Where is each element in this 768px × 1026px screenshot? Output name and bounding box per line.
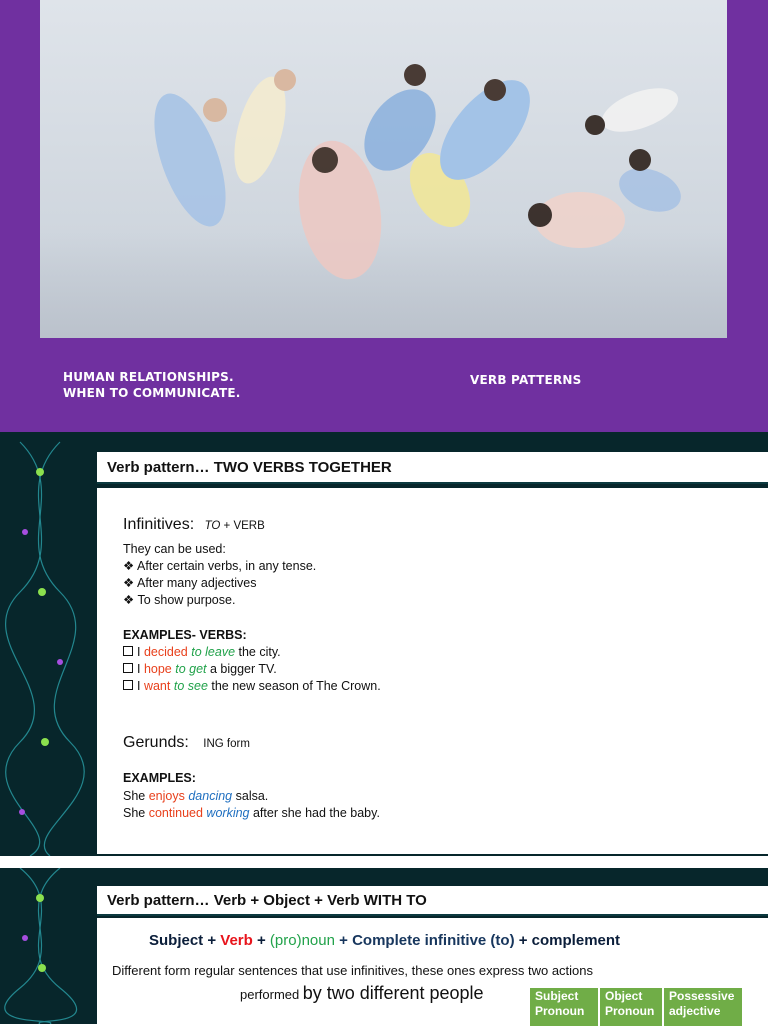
dna-decoration-icon [0,868,97,1024]
gerund-examples-list [123,788,380,822]
list-item: I want to see the new season of The Crown. [123,678,381,695]
list-item: I decided to leave the city. [123,644,381,661]
table-header-object-pronoun: Object Pronoun [600,988,664,1026]
gerunds-label: Gerunds: [123,734,189,751]
checkbox-bullet-icon [123,680,133,690]
description-line-2: performed by two different people [240,983,484,1003]
checkbox-bullet-icon [123,646,133,656]
slide-title-bar [97,452,768,484]
diamond-bullet-icon: ❖ [123,593,138,607]
list-item: I hope to get a bigger TV. [123,661,381,678]
examples-verbs-label: EXAMPLES- VERBS: [123,628,247,642]
slide-title: Verb pattern… TWO VERBS TOGETHER [107,459,392,476]
table-header-possessive-adjective: Possessive adjective [664,988,742,1026]
pronoun-table [530,988,742,1026]
infinitives-label: Infinitives: [123,516,195,533]
list-item: ❖ After many adjectives [123,576,257,590]
pattern-formula: Subject + Verb + (pro)noun + Complete infinitive (to) + complement [149,932,621,949]
title-slide [0,0,768,432]
table-header-subject-pronoun: Subject Pronoun [530,988,600,1026]
dancers-figures [40,0,727,338]
list-item: ❖ To show purpose. [123,593,236,607]
description-line-1: Different form regular sentences that use infinitives, these ones express two actions [112,963,594,978]
subtitle-line-2: WHEN TO COMMUNICATE. [63,386,241,400]
gerunds-rule: ING form [203,738,250,750]
checkbox-bullet-icon [123,663,133,673]
examples-label: EXAMPLES: [123,771,196,785]
uses-list [123,558,316,609]
infinitives-heading: Infinitives: TO + VERB [123,516,265,533]
slide-topic: VERB PATTERNS [470,373,582,387]
dancers-photo [40,0,727,338]
uses-intro: They can be used: [123,542,226,556]
diamond-bullet-icon: ❖ [123,576,137,590]
list-item: ❖ After certain verbs, in any tense. [123,559,317,573]
slide-title: Verb pattern… Verb + Object + Verb WITH TO [107,892,427,909]
verb-pattern-slide [0,432,768,856]
list-item: She enjoys dancing salsa. [123,789,269,803]
list-item: She continued working after she had the baby. [123,806,380,820]
dna-decoration-icon [0,432,97,856]
diamond-bullet-icon: ❖ [123,559,137,573]
subtitle-line-1: HUMAN RELATIONSHIPS. [63,370,234,384]
slide-title-bar [97,886,768,916]
slide-subtitle [63,369,241,401]
gerunds-heading [123,734,250,753]
verb-examples-list [123,644,381,695]
